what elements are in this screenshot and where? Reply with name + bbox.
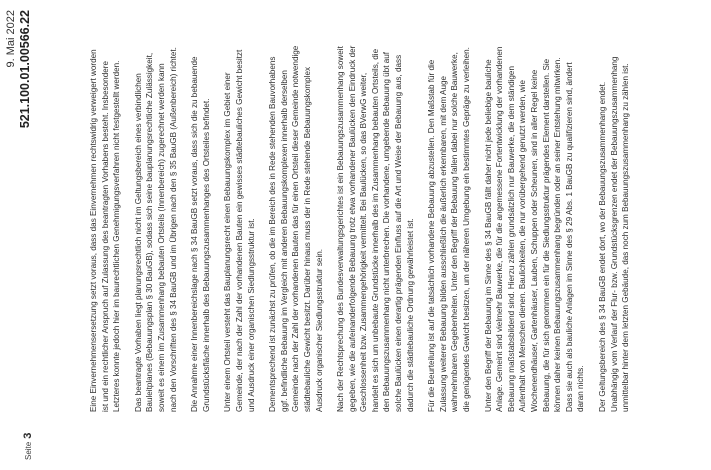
paragraph: Dementsprechend ist zunächst zu prüfen, ob die im Bereich des in Rede stehenden Bauvorhabens ggf. befindliche Bebauung im Vergleich mit anderen Bebauungskomplexen innerhalb derselben Gemeinde nach der Zahl der vorhandenen Bauten das für einen Ortsteil dieser Gemeinde notwendige städtebauliche Gewicht besitzt. Darüber hinaus muss der in Rede stehende Bebauungskomplex Ausdruck organischer Siedlungsstruktur sein.	[268, 45, 324, 412]
document-date: 9. Mai 2022	[5, 10, 17, 68]
page-label: Seite	[24, 441, 33, 460]
document-reference: 521.100.01.00566.22	[18, 10, 32, 129]
document-meta	[4, 10, 33, 128]
paragraph: Der Geltungsbereich des § 34 BauGB endet dort, wo der Bebauungszusammenhang endet. Unabhängig vom Verlauf der Flur- bzw. Grundstücksgrenzen endet der Bebauungszusammenhang unmittelbar hinter dem letzten Gebäude, das noch zum Bebauungszusammenhang zu zählen ist.	[597, 56, 631, 412]
paragraph: Nach der Rechtsprechung des Bundesverwaltungsgerichtes ist ein Bebauungszusammenhang soweit gegeben, wie die aufeinanderfolgende Bebauung trotz etwa vorhandener Baulücken den Eindruck der Geschlossenheit bzw. Zusammengehörigkeit vermittelt. Bei Baulücken, so das BVerwG weiter, handelt es sich um unbebaute Grundstücke innerhalb des im Zusammenhang bebauten Ortsteils, die den Bebauungszusammenhang nicht unterbrechen. Die vorhandene, umgebende Bebauung übt auf solche Baulücken einen derartig prägenden Einfluss auf die Art und Weise der Bebauung aus, dass dadurch die städtebauliche Ordnung gewährleistet ist.	[336, 45, 415, 412]
paragraph: Unter den Begriff der Bebauung im Sinne des § 34 BauGB fällt daher nicht jede beliebige bauliche Anlage. Gemeint sind vielmehr Bauwerke, die für die angemessene Fortentwicklung der vorhandenen Bebauung maßstabsbildend sind. Hierzu zählen grundsätzlich nur Bauwerke, die dem ständigen Aufenthalt von Menschen dienen. Baulichkeiten, die nur vorübergehend genutzt werden, wie Wochenendhäuser, Gartenhäuser, Lauben, Schuppen oder Scheunen, sind in aller Regel keine Bebauung, die für sich genommen ein für die Siedlungsstruktur prägendes Element darstellen. Sie können daher keinen Bebauungszusammenhang begründen oder an seiner Entstehung mitwirken. Dass sie auch als bauliche Anlagen im Sinne des § 29 Abs. 1 BauGB zu qualifizieren sind, ändert daran nichts.	[483, 46, 586, 412]
paragraph: Für die Beurteilung ist auf die tatsächlich vorhandene Bebauung abzustellen. Den Maßstab für die Zulassung weiterer Bebauung bilden ausschließlich die äußerlich erkennbaren, mit dem Auge wahrnehmbaren Gegebenheiten. Unter den Begriff der Bebauung fallen dabei nur solche Bauwerke, die genügendes Gewicht besitzen, um der näheren Umgebung ein bestimmtes Gepräge zu verleihen.	[427, 47, 472, 412]
document-header	[0, 6, 40, 460]
document-body	[88, 44, 642, 412]
paragraph: Eine Einvernehmensersetzung setzt voraus, dass das Einvernehmen rechtswidrig verweigert worden ist und ein rechtlicher Anspruch auf Zulassung des beantragten Vorhabens besteht. Insbesondere Letzteres konnte jedoch hier im baurechtlichen Genehmigungsverfahren nicht festgestellt werden.	[89, 49, 122, 412]
paragraph: Unter einem Ortsteil versteht das Bauplanungsrecht einen Bebauungskomplex im Gebiet einer Gemeinde, der nach der Zahl der vorhandenen Bauten ein gewisses städtebauliches Gewicht besitzt und Ausdruck einer organischen Siedlungsstruktur ist.	[223, 49, 256, 412]
page-number: 3	[22, 432, 34, 439]
paragraph: Das beantragte Vorhaben liegt planungsrechtlich nicht im Geltungsbereich eines verbindlichen Bauleitplanes (Bebauungsplan § 30 BauGB), sodass sich seine bauplanungsrechtliche Zulässigkeit, soweit es einem im Zusammenhang bebauten Ortsteils (Innenbereich) zugerechnet werden kann nach den Vorschriften des § 34 BauGB und im Übrigen nach den § 35 BauGB (Außenbereich) richtet.	[133, 47, 178, 412]
page-indicator	[22, 433, 34, 460]
paragraph: Die Annahme einer Innenbereichslage nach § 34 BauGB setzt voraus, dass sich die zu bebauende Grundstücksfläche innerhalb des Bebauungszusammenhanges des Ortsteiles befindet.	[190, 56, 211, 412]
